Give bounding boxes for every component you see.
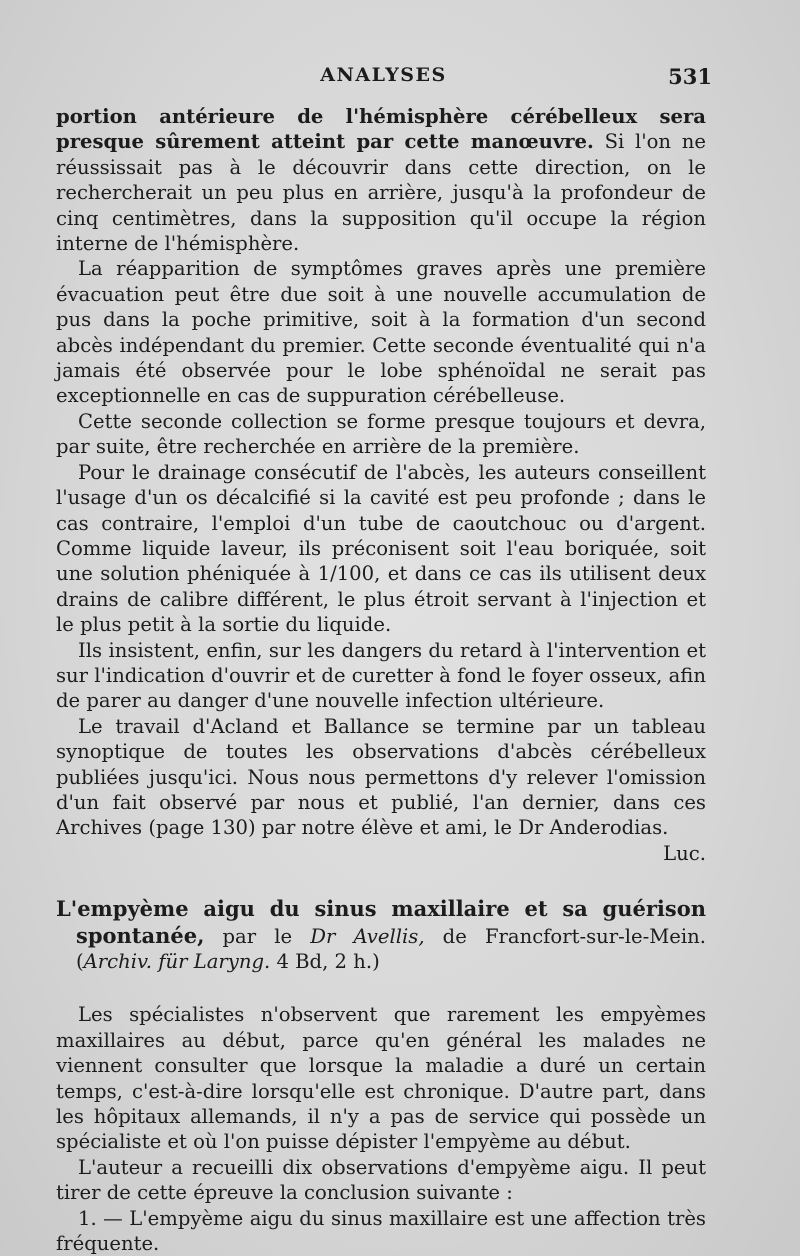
paragraph: La réapparition de symptômes graves après une première évacuation peut être due soit à une nouvelle accumulation de pus dans la poche primitive, soit à la formation d'un second abcès indépendant du premier. Cette seconde éventualité qui n'a jamais été observée pour le lobe sphénoïdal ne serait pas exceptionnelle en cas de suppuration cérébelleuse. [56,257,706,408]
page-number: 531 [668,64,712,89]
running-title: ANALYSES [320,64,447,86]
doctor-title: Dr [310,924,336,948]
paragraph: 1. — L'empyème aigu du sinus maxillaire est une affection très fréquente. [56,1206,706,1256]
paragraph: Le travail d'Acland et Ballance se termine par un tableau synoptique de toutes les observations d'abcès cérébelleux publiées jusqu'ici. Nous nous permettons d'y relever l'omission d'un fait observé par nous et publié, l'an dernier, dans ces Archives (page 130) par notre élève et ami, le Dr Anderodias. [56,714,706,840]
journal-volume: 4 Bd, 2 h.) [270,950,380,973]
body-text [56,104,706,1256]
bold-lead-text: portion antérieure de l'hémisphère cérébelleux sera presque sûrement atteint par cette manœuvre. [56,105,706,154]
paragraph: Cette seconde collection se forme presque toujours et devra, par suite, être recherchée en arrière de la première. [56,409,706,459]
running-head [55,64,712,94]
article-heading [56,896,706,974]
paragraph: L'auteur a recueilli dix observations d'empyème aigu. Il peut tirer de cette épreuve la conclusion suivante : [56,1155,706,1205]
paragraph-continuation [56,104,706,256]
signature: Luc. [663,841,706,865]
paragraph: Pour le drainage consécutif de l'abcès, les auteurs conseillent l'usage d'un os décalcifié si la cavité est peu profonde ; dans le cas contraire, l'emploi d'un tube de caoutchouc ou d'argent. Comme liquide laveur, ils préconisent soit l'eau boriquée, soit une solution phéniquée à 1/100, et dans ce cas ils utilisent deux drains de calibre différent, le plus étroit servant à l'injection et le plus petit à la sortie du liquide. [56,460,706,637]
author-place: de Francfort-sur-le-Mein. ( [76,924,706,973]
journal-name: Archiv. für Laryng. [83,950,271,973]
byline-by: par le [204,924,311,948]
paragraph: Ils insistent, enfin, sur les dangers du retard à l'intervention et sur l'indication d'ouvrir et de curetter à fond le foyer osseux, afin de parer au danger d'une nouvelle infection ultérieure. [56,638,706,713]
paragraph-text: Si l'on ne réussissait pas à le découvrir dans cette direction, on le rechercherait un peu plus en arrière, jusqu'à la profondeur de cinq centimètres, dans la supposition qu'il occupe la région interne de l'hémisphère. [56,130,706,256]
paragraph: Les spécialistes n'observent que rarement les empyèmes maxillaires au début, parce qu'en général les malades ne viennent consulter que lorsque la maladie a duré un certain temps, c'est-à-dire lorsqu'elle est chronique. D'autre part, dans les hôpitaux allemands, il n'y a pas de service qui possède un spécialiste et où l'on puisse dépister l'empyème au début. [56,1003,706,1154]
article-title: L'empyème aigu du sinus maxillaire et sa guérison spontanée, [56,896,706,948]
author-name: Avellis, [335,924,425,948]
